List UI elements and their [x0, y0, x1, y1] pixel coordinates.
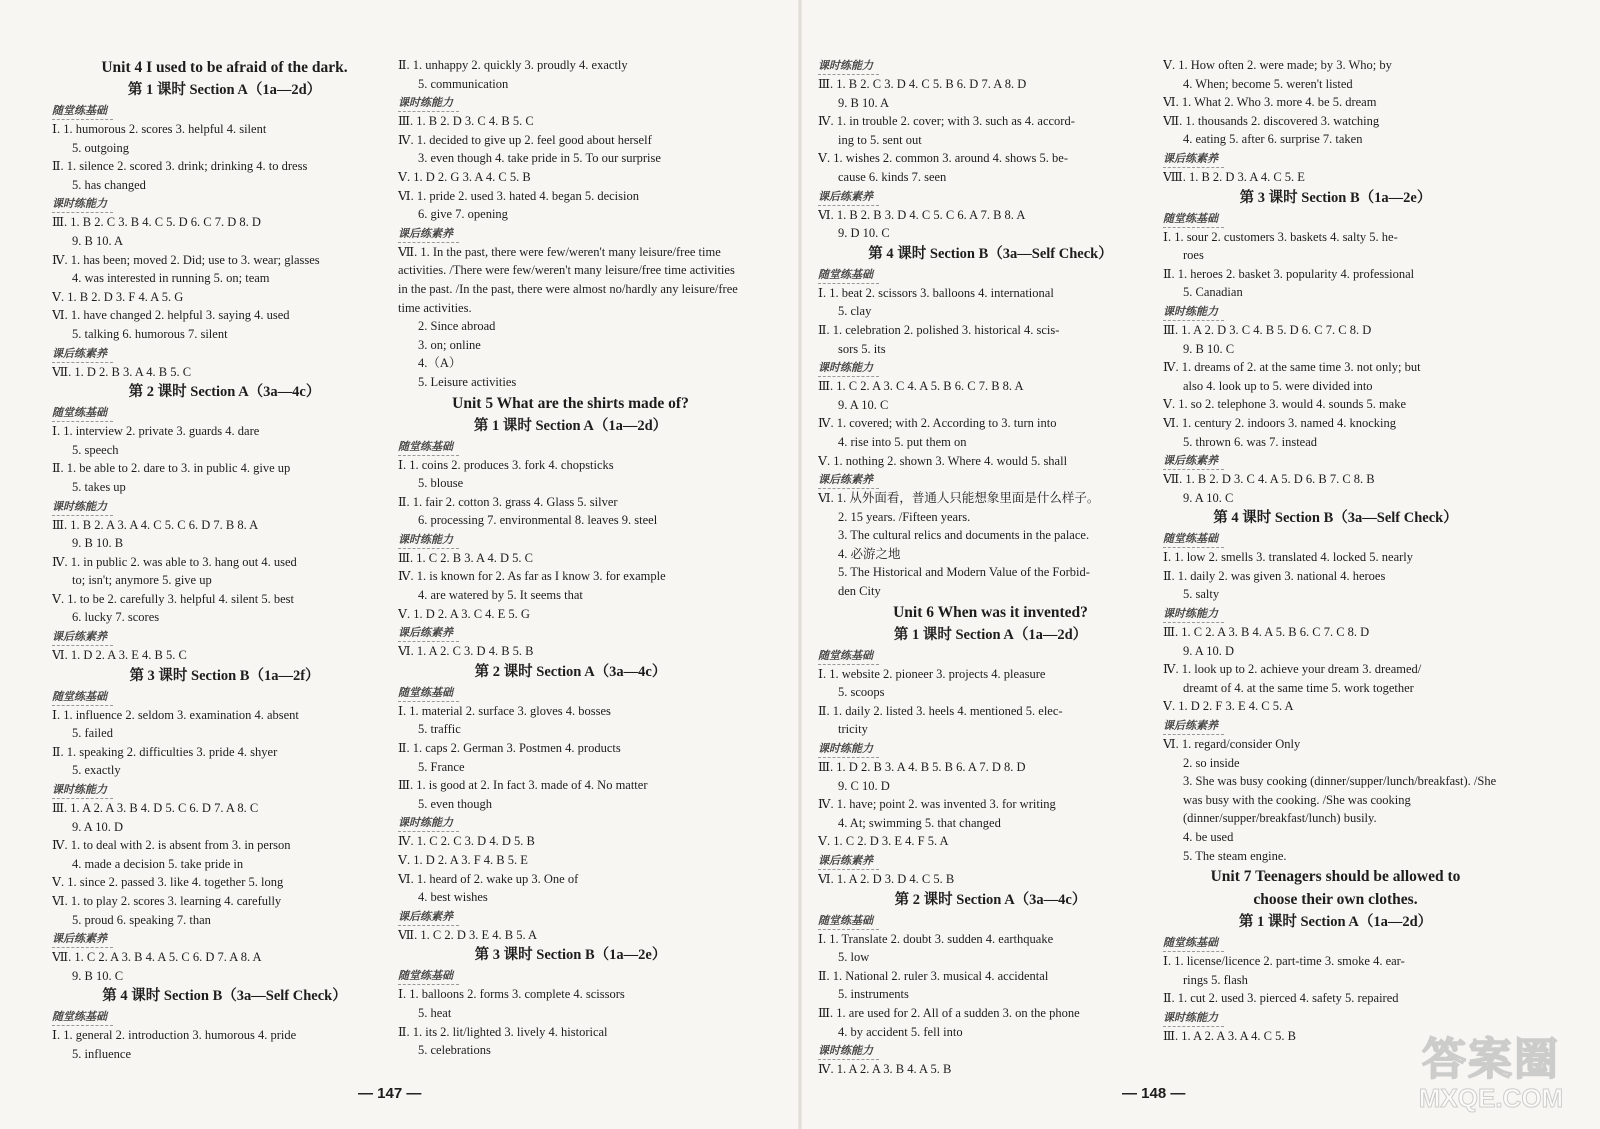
answer-line-cont: 5. The steam engine.	[1183, 848, 1287, 863]
section-tag: 随堂练基础	[52, 103, 113, 120]
answer-line: Ⅲ. 1. C 2. A 3. B 4. A 5. B 6. C 7. C 8. D	[1163, 625, 1370, 640]
lesson-heading: 第 2 课时 Section A（3a—4c）	[128, 384, 321, 401]
section-tag: 随堂练基础	[52, 1009, 113, 1026]
lesson-heading: 第 4 课时 Section B（3a—Self Check）	[102, 988, 347, 1005]
lesson-heading: 第 1 课时 Section A（1a—2d）	[1238, 914, 1433, 931]
answer-line-cont: to; isn't; anymore 5. give up	[72, 573, 212, 588]
page-number-left: — 147 —	[358, 1085, 422, 1102]
answer-line-cont: 5. blouse	[418, 476, 464, 491]
section-tag-row	[818, 1041, 1163, 1060]
answer-line: Ⅰ. 1. low 2. smells 3. translated 4. locked 5. nearly	[1163, 550, 1414, 565]
answer-line-cont: 2. so inside	[1183, 755, 1240, 770]
section-tag-row	[818, 358, 1163, 377]
answer-line: Ⅵ. 1. century 2. indoors 3. named 4. knocking	[1163, 415, 1397, 430]
answer-line-cont: 4. rise into 5. put them on	[838, 434, 967, 449]
section-tag: 课时练能力	[818, 741, 879, 758]
answer-line: Ⅴ. 1. wishes 2. common 3. around 4. shows 5. be-	[818, 151, 1068, 166]
answer-line-cont: den City	[838, 584, 881, 599]
unit-heading: Unit 6 When was it invented?	[893, 603, 1088, 621]
answer-line-cont: 5. outgoing	[72, 140, 129, 155]
unit-heading: Unit 4 I used to be afraid of the dark.	[101, 59, 348, 76]
answer-line-cont: roes	[1183, 248, 1204, 263]
answer-line: Ⅱ. 1. daily 2. was given 3. national 4. heroes	[1163, 568, 1386, 583]
answer-line-cont: sors 5. its	[838, 341, 886, 356]
answer-line: Ⅵ. 1. A 2. D 3. D 4. C 5. B	[818, 872, 955, 886]
answer-line: Ⅴ. 1. nothing 2. shown 3. Where 4. would 5. shall	[818, 453, 1068, 468]
section-tag: 课后练素养	[818, 472, 879, 489]
answer-line: Ⅴ. 1. D 2. G 3. A 4. C 5. B	[398, 169, 531, 184]
answer-line-cont: 9. B 10. C	[72, 968, 124, 983]
answer-line-cont: 5. heat	[418, 1005, 452, 1020]
section-tag-row	[1163, 149, 1508, 168]
answer-line-cont: 2. Since abroad	[418, 319, 496, 334]
answer-line-cont: 3. on; online	[418, 337, 481, 352]
section-tag-row	[818, 56, 1163, 75]
answer-line-cont: 4.（A）	[418, 356, 462, 371]
answer-line: Ⅴ. 1. D 2. A 3. C 4. E 5. G	[398, 606, 530, 621]
answer-line: Ⅱ. 1. cut 2. used 3. pierced 4. safety 5. repaired	[1163, 991, 1399, 1006]
section-tag: 课后练素养	[398, 909, 459, 926]
answer-line: Ⅴ. 1. to be 2. carefully 3. helpful 4. silent 5. best	[52, 591, 294, 606]
answer-line-cont: 6. processing 7. environmental 8. leaves 9. steel	[418, 513, 658, 528]
answer-line: Ⅳ. 1. covered; with 2. According to 3. turn into	[818, 416, 1057, 431]
section-tag-row	[52, 344, 397, 363]
section-tag-row	[52, 780, 397, 799]
section-tag: 课后练素养	[398, 625, 459, 642]
answer-line: Ⅳ. 1. to deal with 2. is absent from 3. in person	[52, 838, 291, 853]
answer-line-cont: tricity	[838, 722, 868, 737]
answer-line: Ⅰ. 1. balloons 2. forms 3. complete 4. scissors	[398, 987, 625, 1002]
section-tag-row	[398, 530, 743, 549]
section-tag-row	[818, 470, 1163, 489]
section-tag-row	[818, 265, 1163, 284]
answer-line-cont: 5. salty	[1183, 587, 1220, 602]
answer-line: Ⅶ. 1. thousands 2. discovered 3. watching	[1163, 113, 1380, 128]
answer-line-cont: 5. The Historical and Modern Value of the Forbid-	[838, 565, 1090, 580]
section-tag: 随堂练基础	[52, 689, 113, 706]
answer-line: Ⅵ. 1. pride 2. used 3. hated 4. began 5. decision	[398, 188, 639, 203]
section-tag: 随堂练基础	[818, 267, 879, 284]
page-fold	[798, 0, 802, 1129]
answer-line: Ⅶ. 1. C 2. D 3. E 4. B 5. A	[398, 927, 538, 942]
answer-line-cont: 9. B 10. C	[1183, 341, 1235, 356]
answer-line-cont: 5. communication	[418, 76, 509, 91]
answer-line: Ⅲ. 1. C 2. A 3. C 4. A 5. B 6. C 7. B 8. A	[818, 379, 1024, 394]
answer-line-cont: 4. At; swimming 5. that changed	[838, 815, 1001, 830]
section-tag: 课时练能力	[1163, 1010, 1224, 1027]
answer-line: Ⅵ. 1. have changed 2. helpful 3. saying 4. used	[52, 308, 290, 323]
section-tag-row	[398, 966, 743, 985]
lesson-heading: 第 2 课时 Section A（3a—4c）	[894, 891, 1087, 908]
section-tag: 随堂练基础	[398, 685, 459, 702]
section-tag-row	[1163, 604, 1508, 623]
answer-line: Ⅳ. 1. in public 2. was able to 3. hang out 4. used	[52, 554, 297, 569]
answer-line: Ⅳ. 1. look up to 2. achieve your dream 3. dreamed/	[1163, 662, 1422, 677]
lesson-heading: 第 4 课时 Section B（3a—Self Check）	[1213, 510, 1458, 527]
answer-line: Ⅰ. 1. Translate 2. doubt 3. sudden 4. earthquake	[818, 931, 1054, 946]
section-tag-row	[52, 101, 397, 120]
section-tag: 课后练素养	[1163, 453, 1224, 470]
answer-line-cont: 9. A 10. C	[1183, 490, 1234, 505]
answer-line: Ⅰ. 1. license/licence 2. part-time 3. smoke 4. ear-	[1163, 954, 1405, 969]
watermark-title: 答案圈	[1422, 1035, 1560, 1084]
answer-line-cont: 4. be used	[1183, 830, 1234, 844]
answer-line-cont: 9. A 10. D	[1183, 643, 1235, 658]
answer-line: Ⅲ. 1. are used for 2. All of a sudden 3. on the phone	[818, 1005, 1080, 1020]
answer-line-cont: 5. instruments	[838, 987, 909, 1002]
answer-line-cont: 6. lucky 7. scores	[72, 610, 160, 625]
answer-line-cont: 5. scoops	[838, 685, 885, 700]
answer-line: Ⅱ. 1. caps 2. German 3. Postmen 4. products	[398, 741, 621, 756]
unit-heading: Unit 7 Teenagers should be allowed to	[1210, 868, 1461, 886]
answer-line-cont: 5. celebrations	[418, 1043, 491, 1058]
answer-line-cont: 5. speech	[72, 442, 119, 457]
answer-line-cont: 5. Leisure activities	[418, 374, 517, 389]
answer-line: Ⅴ. 1. C 2. D 3. E 4. F 5. A	[818, 834, 949, 849]
section-tag: 课后练素养	[52, 346, 113, 363]
section-tag: 课后练素养	[1163, 718, 1224, 735]
section-tag: 随堂练基础	[818, 913, 879, 930]
answer-line: Ⅰ. 1. website 2. pioneer 3. projects 4. pleasure	[818, 666, 1046, 681]
answer-line-cont: 5. influence	[72, 1046, 132, 1061]
answer-line: Ⅴ. 1. D 2. A 3. F 4. B 5. E	[398, 853, 528, 867]
answer-line: Ⅰ. 1. sour 2. customers 3. baskets 4. salty 5. he-	[1163, 229, 1398, 244]
answer-line: Ⅵ. 1. 从外面看，普通人只能想象里面是什么样子。	[818, 491, 1100, 506]
section-tag: 课时练能力	[818, 360, 879, 377]
answer-line: Ⅲ. 1. B 2. C 3. D 4. C 5. B 6. D 7. A 8. D	[818, 77, 1027, 91]
section-tag: 随堂练基础	[398, 439, 459, 456]
answer-line: Ⅷ. 1. B 2. D 3. A 4. C 5. E	[1163, 169, 1305, 184]
section-tag-row	[52, 497, 397, 516]
answer-line-cont: 9. B 10. B	[72, 536, 124, 551]
answer-line: Ⅱ. 1. fair 2. cotton 3. grass 4. Glass 5. silver	[398, 494, 618, 509]
answer-line-cont: 4. 必游之地	[838, 546, 901, 561]
section-tag-row	[1163, 209, 1508, 228]
section-tag-row	[52, 929, 397, 948]
section-tag: 随堂练基础	[1163, 531, 1224, 548]
answer-line-cont: 5. thrown 6. was 7. instead	[1183, 434, 1318, 449]
answer-line: Ⅱ. 1. speaking 2. difficulties 3. pride 4. shyer	[52, 744, 278, 759]
section-tag-row	[1163, 933, 1508, 952]
section-tag-row	[818, 739, 1163, 758]
answer-line-cont: 4. by accident 5. fell into	[838, 1024, 963, 1039]
section-tag: 课时练能力	[398, 532, 459, 549]
answer-line-cont: 9. A 10. D	[72, 819, 124, 834]
answer-line: Ⅳ. 1. C 2. C 3. D 4. D 5. B	[398, 834, 535, 849]
section-tag-row	[1163, 302, 1508, 321]
answer-line: Ⅴ. 1. D 2. F 3. E 4. C 5. A	[1163, 699, 1294, 714]
watermark-logo	[1396, 1023, 1586, 1123]
answer-line-cont: 5. takes up	[72, 479, 126, 494]
answer-line: Ⅵ. 1. B 2. B 3. D 4. C 5. C 6. A 7. B 8. A	[818, 207, 1026, 222]
answer-line: Ⅲ. 1. A 2. A 3. A 4. C 5. B	[1163, 1028, 1296, 1043]
section-tag: 随堂练基础	[52, 405, 113, 422]
section-tag: 课后练素养	[52, 629, 113, 646]
section-tag-row	[398, 813, 743, 832]
section-tag-row	[52, 403, 397, 422]
section-tag: 课后练素养	[398, 226, 459, 243]
section-tag-row	[818, 187, 1163, 206]
lesson-heading: 第 3 课时 Section B（1a—2f）	[129, 667, 320, 684]
answer-line: Ⅵ. 1. heard of 2. wake up 3. One of	[398, 871, 579, 886]
answer-line-cont: 5. traffic	[418, 722, 461, 737]
section-tag: 课时练能力	[1163, 304, 1224, 321]
answer-line: Ⅵ. 1. What 2. Who 3. more 4. be 5. dream	[1163, 95, 1377, 110]
answer-line-cont: 4. are watered by 5. It seems that	[418, 588, 583, 603]
section-tag-row	[398, 907, 743, 926]
answer-line-cont: 4. best wishes	[418, 890, 488, 905]
answer-line-cont: 5. failed	[72, 726, 113, 741]
section-tag-row	[818, 851, 1163, 870]
answer-line-cont: 3. The cultural relics and documents in the palace.	[838, 528, 1090, 543]
section-tag: 课时练能力	[818, 1043, 879, 1060]
answer-line: Ⅳ. 1. A 2. A 3. B 4. A 5. B	[818, 1062, 952, 1077]
section-tag: 课时练能力	[1163, 606, 1224, 623]
page-number-right: — 148 —	[1122, 1085, 1186, 1102]
lesson-heading: 第 1 课时 Section A（1a—2d）	[127, 82, 322, 98]
lesson-heading: 第 2 课时 Section A（3a—4c）	[474, 663, 667, 680]
answer-line: Ⅰ. 1. coins 2. produces 3. fork 4. chopsticks	[398, 457, 614, 472]
section-tag-row	[398, 437, 743, 456]
section-tag-row	[398, 224, 743, 243]
section-tag: 课时练能力	[818, 58, 879, 75]
section-tag-row	[1163, 529, 1508, 548]
answer-line-cont: 3. even though 4. take pride in 5. To our surprise	[418, 151, 661, 166]
section-tag-row	[1163, 716, 1508, 735]
section-tag: 随堂练基础	[1163, 935, 1224, 952]
section-tag-row	[1163, 451, 1508, 470]
section-tag-row	[398, 93, 743, 112]
answer-line-cont: 5. France	[418, 759, 465, 774]
answer-line: Ⅶ. 1. D 2. B 3. A 4. B 5. C	[52, 364, 192, 379]
answer-line: Ⅳ. 1. dreams of 2. at the same time 3. not only; but	[1163, 360, 1421, 375]
section-tag-row	[52, 194, 397, 213]
answer-line: Ⅴ. 1. How often 2. were made; by 3. Who; by	[1163, 58, 1392, 72]
answer-column-3	[818, 56, 1163, 1079]
section-tag: 随堂练基础	[1163, 211, 1224, 228]
answer-line: Ⅰ. 1. beat 2. scissors 3. balloons 4. international	[818, 285, 1054, 300]
lesson-heading: 第 3 课时 Section B（1a—2e）	[1239, 189, 1432, 206]
section-tag: 课时练能力	[52, 499, 113, 516]
answer-line: Ⅳ. 1. in trouble 2. cover; with 3. such as 4. accord-	[818, 114, 1075, 129]
answer-line: Ⅲ. 1. A 2. D 3. C 4. B 5. D 6. C 7. C 8. D	[1163, 322, 1372, 337]
lesson-heading: 第 3 课时 Section B（1a—2e）	[474, 947, 667, 964]
section-tag-row	[398, 683, 743, 702]
lesson-heading: 第 4 课时 Section B（3a—Self Check）	[868, 245, 1113, 262]
section-tag: 课后练素养	[818, 853, 879, 870]
answer-column-4	[1163, 56, 1508, 1046]
section-tag: 随堂练基础	[398, 968, 459, 985]
answer-line: Ⅴ. 1. so 2. telephone 3. would 4. sounds 5. make	[1163, 397, 1407, 412]
answer-line: Ⅵ. 1. regard/consider Only	[1163, 737, 1301, 752]
answer-line: Ⅱ. 1. heroes 2. basket 3. popularity 4. professional	[1163, 266, 1415, 281]
answer-column-1	[52, 56, 397, 1064]
answer-line-cont: 5. low	[838, 950, 870, 965]
answer-line-cont: 5. has changed	[72, 177, 146, 192]
answer-line-cont: ing to 5. sent out	[838, 132, 922, 147]
section-tag: 课时练能力	[52, 782, 113, 799]
section-tag-row	[818, 911, 1163, 930]
answer-line: Ⅱ. 1. be able to 2. dare to 3. in public 4. give up	[52, 461, 291, 476]
answer-line-cont: 5. proud 6. speaking 7. than	[72, 912, 211, 927]
answer-line: Ⅵ. 1. D 2. A 3. E 4. B 5. C	[52, 648, 187, 663]
section-tag-row	[52, 687, 397, 706]
answer-paragraph: 3. She was busy cooking (dinner/supper/lunch/breakfast). /She was busy with the cooking. /She was cooking (dinner/supper/breakfast/lunch) busily.	[1183, 774, 1497, 826]
section-tag: 课时练能力	[398, 815, 459, 832]
answer-line: Ⅰ. 1. material 2. surface 3. gloves 4. bosses	[398, 703, 611, 718]
answer-line: Ⅲ. 1. B 2. C 3. B 4. C 5. D 6. C 7. D 8. D	[52, 215, 261, 230]
answer-line-cont: 4. When; become 5. weren't listed	[1183, 76, 1353, 91]
section-tag: 课时练能力	[398, 95, 459, 112]
answer-line: Ⅶ. 1. C 2. A 3. B 4. A 5. C 6. D 7. A 8. A	[52, 950, 262, 965]
answer-line-cont: rings 5. flash	[1183, 972, 1248, 987]
answer-line: Ⅱ. 1. silence 2. scored 3. drink; drinking 4. to dress	[52, 159, 308, 174]
answer-line: Ⅱ. 1. unhappy 2. quickly 3. proudly 4. exactly	[398, 58, 628, 72]
lesson-heading: 第 1 课时 Section A（1a—2d）	[893, 626, 1088, 643]
answer-line-cont: cause 6. kinds 7. seen	[838, 169, 947, 184]
answer-line: Ⅲ. 1. C 2. B 3. A 4. D 5. C	[398, 550, 533, 565]
watermark-url: MXQE.COM	[1418, 1083, 1564, 1113]
answer-line: Ⅳ. 1. has been; moved 2. Did; use to 3. wear; glasses	[52, 252, 320, 267]
section-tag: 课后练素养	[52, 931, 113, 948]
answer-line: Ⅲ. 1. B 2. A 3. A 4. C 5. C 6. D 7. B 8. A	[52, 517, 259, 532]
answer-line: Ⅵ. 1. A 2. C 3. D 4. B 5. B	[398, 644, 534, 659]
answer-line-cont: 9. D 10. C	[838, 226, 890, 241]
answer-line: Ⅵ. 1. to play 2. scores 3. learning 4. carefully	[52, 894, 282, 908]
answer-line-cont: 9. A 10. C	[838, 397, 889, 412]
answer-line: Ⅰ. 1. general 2. introduction 3. humorous 4. pride	[52, 1028, 297, 1043]
answer-line: Ⅳ. 1. have; point 2. was invented 3. for writing	[818, 797, 1056, 812]
answer-line-cont: 9. C 10. D	[838, 778, 890, 793]
answer-line: Ⅲ. 1. D 2. B 3. A 4. B 5. B 6. A 7. D 8. D	[818, 760, 1026, 775]
answer-line-cont: 9. B 10. A	[72, 233, 124, 248]
answer-line: Ⅲ. 1. B 2. D 3. C 4. B 5. C	[398, 114, 534, 129]
answer-line: Ⅲ. 1. A 2. A 3. B 4. D 5. C 6. D 7. A 8. C	[52, 801, 259, 816]
section-tag: 随堂练基础	[818, 648, 879, 665]
section-tag: 课后练素养	[818, 189, 879, 206]
answer-line-cont: 6. give 7. opening	[418, 207, 508, 222]
answer-line: Ⅲ. 1. is good at 2. In fact 3. made of 4. No matter	[398, 778, 648, 793]
answer-line: Ⅳ. 1. decided to give up 2. feel good about herself	[398, 132, 652, 147]
section-tag-row	[52, 1007, 397, 1026]
answer-line: Ⅱ. 1. celebration 2. polished 3. historical 4. scis-	[818, 322, 1060, 337]
unit-heading: choose their own clothes.	[1253, 891, 1418, 909]
section-tag-row	[818, 646, 1163, 665]
answer-paragraph: Ⅶ. 1. In the past, there were few/weren't many leisure/free time activities. /There were few/weren't many leisure/free time activities in the past. /In the past, there were almost no/hardly any leisure/free time activities.	[398, 244, 738, 315]
answer-line: Ⅶ. 1. B 2. D 3. C 4. A 5. D 6. B 7. C 8. B	[1163, 472, 1375, 487]
answer-line-cont: dreamt of 4. at the same time 5. work together	[1183, 680, 1414, 695]
section-tag: 课后练素养	[1163, 151, 1224, 168]
answer-line: Ⅰ. 1. humorous 2. scores 3. helpful 4. silent	[52, 122, 267, 136]
answer-line-cont: 5. exactly	[72, 763, 121, 778]
section-tag: 课时练能力	[52, 196, 113, 213]
answer-line: Ⅱ. 1. National 2. ruler 3. musical 4. accidental	[818, 968, 1049, 983]
answer-line-cont: 5. clay	[838, 304, 872, 319]
lesson-heading: 第 1 课时 Section A（1a—2d）	[473, 417, 668, 434]
answer-line: Ⅰ. 1. interview 2. private 3. guards 4. dare	[52, 424, 260, 439]
answer-line-cont: 2. 15 years. /Fifteen years.	[838, 509, 971, 524]
answer-line-cont: 4. eating 5. after 6. surprise 7. taken	[1183, 132, 1363, 147]
unit-heading: Unit 5 What are the shirts made of?	[452, 394, 689, 412]
answer-line-cont: 4. made a decision 5. take pride in	[72, 856, 244, 871]
answer-line-cont: also 4. look up to 5. were divided into	[1183, 378, 1373, 393]
answer-line: Ⅴ. 1. since 2. passed 3. like 4. together 5. long	[52, 875, 284, 890]
section-tag-row	[52, 627, 397, 646]
answer-line: Ⅱ. 1. its 2. lit/lighted 3. lively 4. historical	[398, 1024, 608, 1039]
answer-line-cont: 5. talking 6. humorous 7. silent	[72, 326, 228, 341]
answer-line-cont: 4. was interested in running 5. on; team	[72, 271, 270, 286]
answer-line: Ⅳ. 1. is known for 2. As far as I know 3. for example	[398, 569, 666, 584]
answer-line: Ⅰ. 1. influence 2. seldom 3. examination 4. absent	[52, 707, 299, 722]
answer-line-cont: 9. B 10. A	[838, 95, 890, 110]
answer-line-cont: 5. Canadian	[1183, 285, 1243, 300]
answer-line: Ⅱ. 1. daily 2. listed 3. heels 4. mentioned 5. elec-	[818, 703, 1063, 718]
answer-line: Ⅴ. 1. B 2. D 3. F 4. A 5. G	[52, 289, 184, 304]
answer-column-2	[398, 56, 743, 1060]
section-tag-row	[398, 623, 743, 642]
answer-line-cont: 5. even though	[418, 796, 492, 811]
